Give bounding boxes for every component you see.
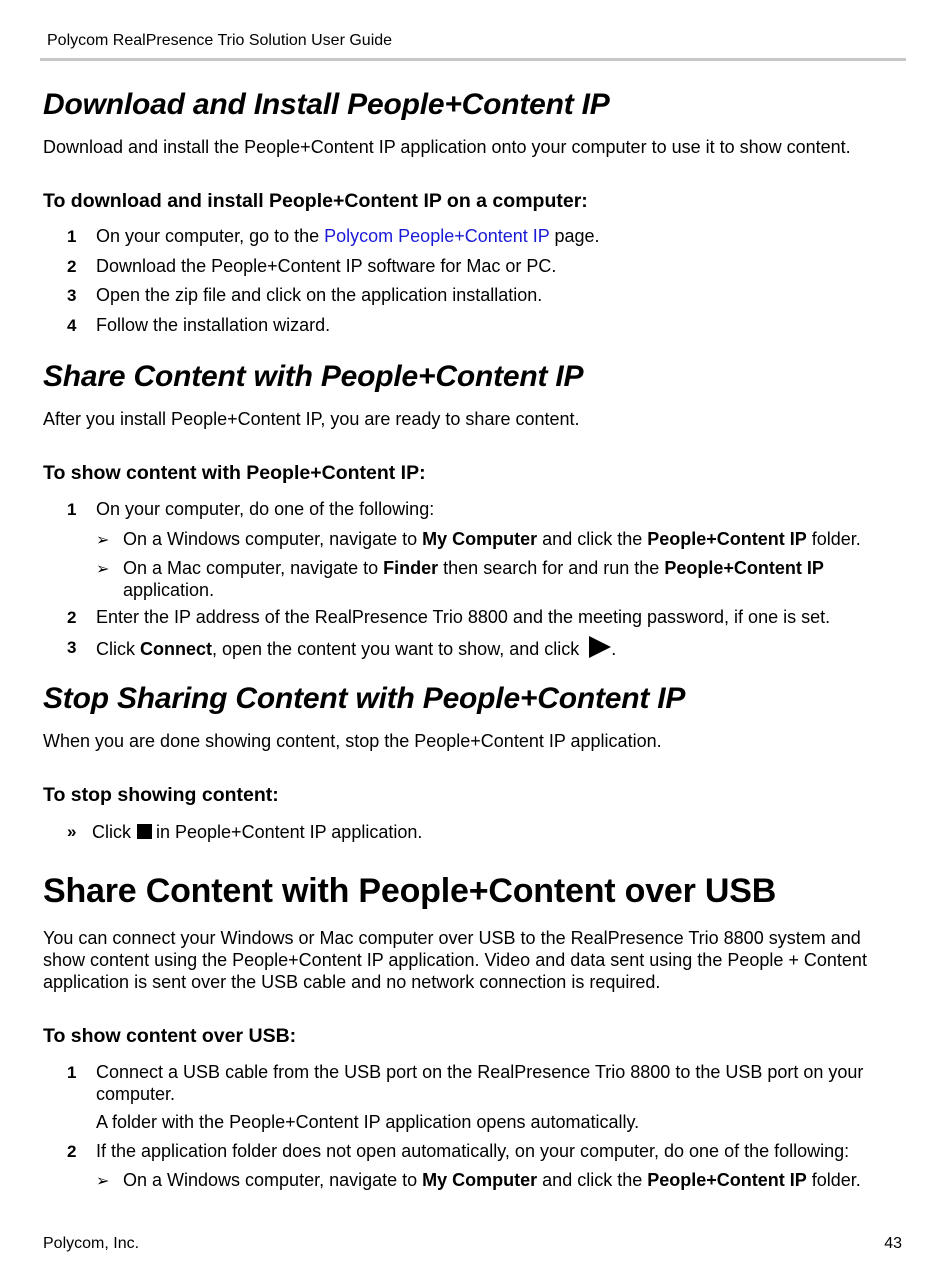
step-number: 2	[67, 1142, 77, 1161]
page-header	[40, 30, 906, 61]
usb-step-1: Connect a USB cable from the USB port on the RealPresence Trio 8800 to the USB port on your computer.	[96, 1062, 864, 1104]
stop-procedure-title: To stop showing content:	[43, 784, 279, 806]
stop-intro: When you are done showing content, stop the People+Content IP application.	[43, 731, 662, 751]
arrow-bullet-icon: ➢	[96, 532, 110, 549]
section-heading-download: Download and Install People+Content IP	[43, 88, 610, 121]
download-intro: Download and install the People+Content IP application onto your computer to use it to show content.	[43, 137, 851, 157]
download-step-4: Follow the installation wizard.	[96, 315, 331, 335]
share-step-3: Click Connect, open the content you want to show, and click .	[96, 636, 896, 660]
step-number: 2	[67, 608, 77, 627]
page-number: 43	[884, 1235, 902, 1252]
share-step-2: Enter the IP address of the RealPresence Trio 8800 and the meeting password, if one is set.	[96, 607, 831, 627]
step-number: 3	[67, 638, 77, 657]
step-number: 3	[67, 286, 77, 305]
usb-step-2: If the application folder does not open automatically, on your computer, do one of the following:	[96, 1141, 850, 1161]
footer-company: Polycom, Inc.	[43, 1235, 140, 1252]
stop-step: Click in People+Content IP application.	[92, 822, 423, 842]
document-title: Polycom RealPresence Trio Solution User Guide	[47, 32, 393, 49]
download-step-1: On your computer, go to the Polycom People+Content IP page.	[96, 226, 600, 246]
step-number: 2	[67, 257, 77, 276]
usb-step-1-note: A folder with the People+Content IP application opens automatically.	[96, 1112, 640, 1132]
usb-bullet-windows: On a Windows computer, navigate to My Computer and click the People+Content IP folder.	[123, 1170, 861, 1190]
share-bullet-windows: On a Windows computer, navigate to My Computer and click the People+Content IP folder.	[123, 529, 861, 549]
section-heading-stop: Stop Sharing Content with People+Content IP	[43, 682, 686, 715]
share-bullet-mac: On a Mac computer, navigate to Finder then search for and run the People+Content IP application.	[123, 558, 824, 600]
stop-icon	[137, 824, 152, 839]
share-step-1: On your computer, do one of the following:	[96, 499, 435, 519]
usb-procedure-title: To show content over USB:	[43, 1025, 297, 1047]
arrow-bullet-icon: ➢	[96, 1173, 110, 1190]
section-heading-usb: Share Content with People+Content over USB	[43, 872, 777, 910]
step-number: 1	[67, 227, 77, 246]
usb-intro: You can connect your Windows or Mac computer over USB to the RealPresence Trio 8800 system and show content using the People+Content IP application. Video and data sent using the People + Content application is sent over the USB cable and no network connection is required.	[43, 928, 867, 992]
play-icon	[589, 636, 611, 658]
chevron-bullet-icon: »	[67, 822, 77, 841]
step-number: 1	[67, 1063, 77, 1082]
download-procedure-title: To download and install People+Content IP on a computer:	[43, 190, 588, 212]
step-number: 4	[67, 316, 77, 335]
share-procedure-title: To show content with People+Content IP:	[43, 462, 426, 484]
polycom-people-content-ip-link[interactable]: Polycom People+Content IP	[324, 226, 550, 246]
share-intro: After you install People+Content IP, you are ready to share content.	[43, 409, 580, 429]
download-step-3: Open the zip file and click on the application installation.	[96, 285, 543, 305]
download-step-2: Download the People+Content IP software for Mac or PC.	[96, 256, 557, 276]
arrow-bullet-icon: ➢	[96, 561, 110, 578]
section-heading-share: Share Content with People+Content IP	[43, 360, 584, 393]
step-number: 1	[67, 500, 77, 519]
